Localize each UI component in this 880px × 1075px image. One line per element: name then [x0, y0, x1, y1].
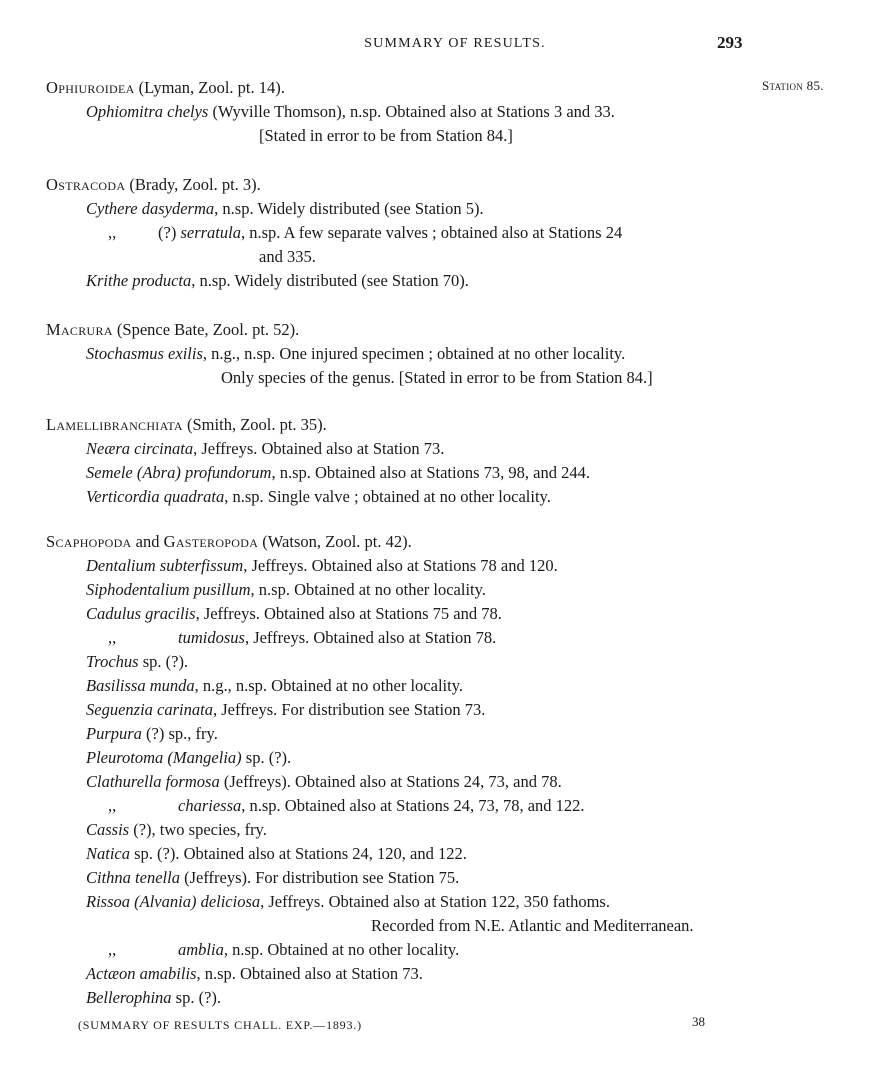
footer-signature-number: 38 [692, 1014, 705, 1029]
species-entry [46, 818, 766, 842]
species-note: , Jeffreys. For distribution see Station 73. [212, 700, 486, 719]
species-name: Purpura [86, 724, 142, 743]
species-entry [46, 461, 766, 485]
entry-continuation: Only species of the genus. [Stated in error to be from Station 84.] [221, 368, 653, 387]
species-entry [46, 554, 766, 578]
species-entry [46, 437, 766, 461]
ditto-mark: ,, [108, 796, 117, 815]
species-note: (Wyville Thomson), n.sp. Obtained also at Stations 3 and 33. [208, 102, 615, 121]
species-entry [46, 986, 766, 1010]
species-name: chariessa [178, 796, 242, 815]
species-note: sp. (?). [138, 652, 189, 671]
group-name: Gasteropoda [163, 532, 259, 551]
section-heading [46, 76, 766, 100]
species-entry [46, 221, 766, 245]
section-heading [46, 413, 766, 437]
page-number: 293 [717, 33, 743, 52]
group-name: Lamellibranchiata [46, 415, 183, 434]
species-note: , n.sp. Single valve ; obtained at no other locality. [224, 487, 551, 506]
species-note: , Jeffreys. Obtained also at Station 78. [244, 628, 497, 647]
species-name: Neæra circinata [86, 439, 194, 458]
species-entry [46, 746, 766, 770]
species-entry [46, 938, 766, 962]
species-note: , n.g., n.sp. Obtained at no other locality. [194, 676, 464, 695]
species-entry [46, 269, 766, 293]
section-gasteropoda [46, 530, 766, 1010]
species-entry [46, 342, 766, 366]
species-note: , n.g., n.sp. One injured specimen ; obtained at no other locality. [202, 344, 626, 363]
species-entry [46, 674, 766, 698]
group-reference: (Spence Bate, Zool. pt. 52). [112, 320, 300, 339]
species-name: Stochasmus exilis [86, 344, 203, 363]
entry-continuation: and 335. [259, 247, 316, 266]
species-name: Cassis [86, 820, 130, 839]
species-note: , n.sp. Widely distributed (see Station 5). [214, 199, 484, 218]
species-name: Siphodentalium pusillum [86, 580, 251, 599]
species-entry [46, 100, 766, 124]
species-name: Ophiomitra chelys [86, 102, 209, 121]
species-note: , Jeffreys. Obtained also at Stations 78 and 120. [243, 556, 558, 575]
species-entry [46, 602, 766, 626]
species-note: , Jeffreys. Obtained also at Station 122, 350 fathoms. [260, 892, 610, 911]
section-heading [46, 173, 766, 197]
species-note: , n.sp. Obtained at no other locality. [250, 580, 486, 599]
species-entry [46, 197, 766, 221]
species-note: , n.sp. Obtained also at Stations 73, 98, and 244. [271, 463, 590, 482]
species-name: Actæon amabilis [86, 964, 197, 983]
species-entry [46, 578, 766, 602]
species-note: (Jeffreys). Obtained also at Stations 24, 73, and 78. [219, 772, 562, 791]
species-qualifier: (?) [158, 223, 181, 242]
running-title: SUMMARY OF RESULTS. [364, 36, 546, 51]
species-note: , n.sp. Obtained also at Station 73. [196, 964, 423, 983]
section-heading [46, 318, 766, 342]
species-name: amblia [178, 940, 224, 959]
species-name: Seguenzia carinata [86, 700, 213, 719]
group-name: Ostracoda [46, 175, 126, 194]
section-heading [46, 530, 766, 554]
section-lamellibranchiata [46, 413, 766, 509]
species-name: Rissoa (Alvania) deliciosa [86, 892, 261, 911]
section-ostracoda [46, 173, 766, 293]
species-note: , Jeffreys. Obtained also at Station 73. [193, 439, 445, 458]
group-conjunction: and [131, 532, 164, 551]
group-reference: (Smith, Zool. pt. 35). [182, 415, 327, 434]
species-entry [46, 626, 766, 650]
species-name: Cithna tenella [86, 868, 180, 887]
ditto-mark: ,, [108, 223, 117, 242]
species-entry [46, 485, 766, 509]
section-macrura [46, 318, 766, 390]
species-name: Trochus [86, 652, 139, 671]
species-name: Cythere dasyderma [86, 199, 215, 218]
species-note: , n.sp. Obtained also at Stations 24, 73, 78, and 122. [241, 796, 585, 815]
entry-continuation: [Stated in error to be from Station 84.] [259, 126, 513, 145]
species-name: Verticordia quadrata [86, 487, 225, 506]
species-name: Clathurella formosa [86, 772, 220, 791]
species-note: , n.sp. Widely distributed (see Station 70). [191, 271, 469, 290]
ditto-mark: ,, [108, 628, 117, 647]
species-entry [46, 794, 766, 818]
species-entry [46, 770, 766, 794]
species-name: tumidosus [178, 628, 245, 647]
species-entry [46, 650, 766, 674]
species-note: , n.sp. A few separate valves ; obtained also at Stations 24 [240, 223, 623, 242]
species-note: sp. (?). [171, 988, 222, 1007]
group-name: Scaphopoda [46, 532, 132, 551]
species-note: , n.sp. Obtained at no other locality. [223, 940, 460, 959]
species-name: Pleurotoma (Mangelia) [86, 748, 242, 767]
station-label: Station 85. [762, 78, 824, 93]
group-reference: (Lyman, Zool. pt. 14). [134, 78, 285, 97]
species-name: Krithe producta [86, 271, 192, 290]
species-note: (?), two species, fry. [129, 820, 267, 839]
species-note: , Jeffreys. Obtained also at Stations 75 and 78. [195, 604, 502, 623]
species-entry [46, 698, 766, 722]
species-entry [46, 722, 766, 746]
species-entry [46, 842, 766, 866]
species-entry [46, 962, 766, 986]
species-name: serratula [180, 223, 241, 242]
section-ophiuroidea [46, 76, 766, 148]
species-name: Dentalium subterfissum [86, 556, 244, 575]
species-name: Basilissa munda [86, 676, 195, 695]
species-entry [46, 866, 766, 890]
footer-publication-note: (SUMMARY OF RESULTS CHALL. EXP.—1893.) [78, 1018, 362, 1032]
species-name: Semele (Abra) profundorum [86, 463, 272, 482]
species-note: sp. (?). Obtained also at Stations 24, 120, and 122. [130, 844, 467, 863]
species-note: sp. (?). [241, 748, 292, 767]
species-name: Natica [86, 844, 130, 863]
group-name: Ophiuroidea [46, 78, 135, 97]
ditto-mark: ,, [108, 940, 117, 959]
species-note: (Jeffreys). For distribution see Station 75. [179, 868, 460, 887]
species-note: (?) sp., fry. [141, 724, 218, 743]
species-name: Bellerophina [86, 988, 172, 1007]
entry-continuation: Recorded from N.E. Atlantic and Mediterranean. [371, 916, 694, 935]
group-reference: (Brady, Zool. pt. 3). [125, 175, 261, 194]
group-reference: (Watson, Zool. pt. 42). [258, 532, 412, 551]
species-name: Cadulus gracilis [86, 604, 196, 623]
group-name: Macrura [46, 320, 113, 339]
species-entry [46, 890, 766, 914]
